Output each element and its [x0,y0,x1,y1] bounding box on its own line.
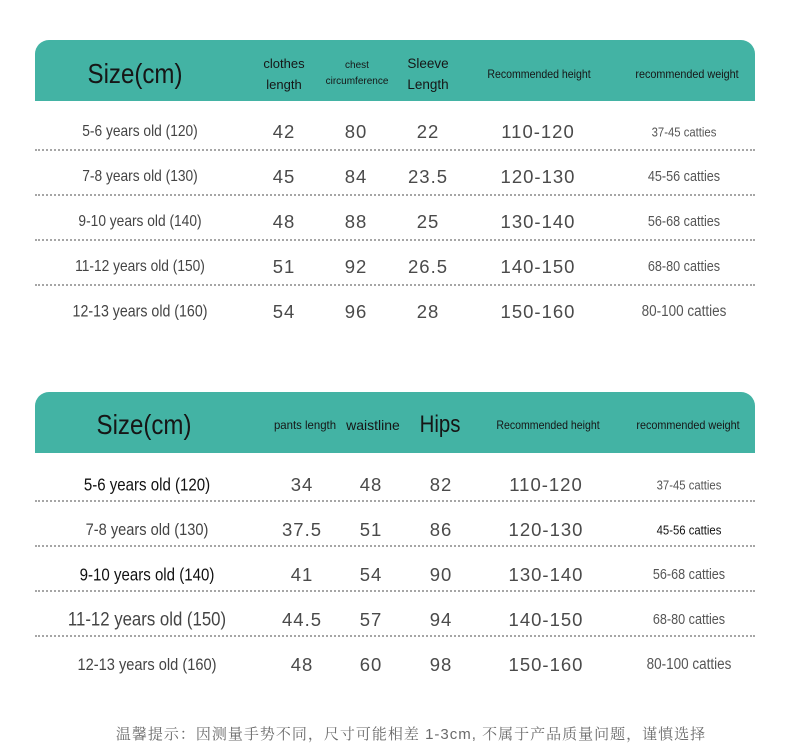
column-header-line: Recommended height [496,418,600,432]
value-cell: 140-150 [508,609,584,630]
value-cell: 150-160 [500,301,576,322]
column-header-line: waistline [346,417,400,433]
column-header [326,58,389,90]
table-row [35,592,755,637]
column-header [487,67,590,81]
table-row [35,286,755,331]
size-cell: 5-6 years old (120) [82,123,198,140]
column-header [346,417,400,433]
value-cell: 26.5 [407,256,449,277]
column-header [635,67,738,81]
column-header-line: pants length [273,418,337,432]
table-row [35,637,755,682]
value-cell: 41 [290,564,314,585]
column-header [636,418,739,432]
value-cell: 130-140 [500,211,576,232]
column-header [420,411,461,439]
value-cell: 45-56 catties [656,522,722,538]
size-note: 温馨提示：因测量手势不同，尺寸可能相差 1-3cm, 不属于产品质量问题，谨慎选择 [115,726,707,743]
value-cell: 25 [416,211,440,232]
size-cell: 9-10 years old (140) [79,564,215,585]
table-header [35,392,755,453]
table-row [35,151,755,196]
column-header-line: Length [407,77,449,92]
column-header-line: circumference [325,76,389,87]
value-cell: 56-68 catties [647,214,721,230]
value-cell: 54 [359,564,383,585]
table-body [35,106,755,331]
value-cell: 80-100 catties [641,303,727,320]
value-cell: 110-120 [509,474,583,495]
value-cell: 68-80 catties [652,612,726,628]
size-cell: 11-12 years old (150) [75,258,205,275]
column-header-line: length [266,77,302,92]
size-cell: 12-13 years old (160) [72,302,208,321]
value-cell: 44.5 [281,609,323,630]
value-cell: 42 [272,121,296,142]
value-cell: 57 [359,609,383,630]
value-cell: 82 [429,474,453,495]
table-row [35,502,755,547]
value-cell: 96 [344,301,368,322]
table-row [35,547,755,592]
value-cell: 80-100 catties [646,656,732,673]
value-cell: 22 [416,121,440,142]
value-cell: 34 [290,474,314,495]
value-cell: 51 [359,519,383,540]
value-cell: 86 [429,519,453,540]
value-cell: 60 [359,654,383,675]
value-cell: 56-68 catties [652,567,726,583]
column-header-line: recommended weight [635,67,739,81]
table-row [35,457,755,502]
column-header-line: Recommended height [487,67,591,81]
value-cell: 48 [290,654,314,675]
value-cell: 92 [344,256,368,277]
value-cell: 23.5 [407,166,449,187]
value-cell: 120-130 [500,166,576,187]
value-cell: 80 [344,121,368,142]
column-header-line: Hips [419,411,461,438]
column-header [274,418,336,432]
size-column-header: Size(cm) [96,409,192,440]
value-cell: 54 [272,301,296,322]
value-cell: 98 [429,654,453,675]
pants-size-table [35,392,755,692]
value-cell: 130-140 [508,564,584,585]
table-header [35,40,755,101]
value-cell: 90 [429,564,453,585]
size-cell: 9-10 years old (140) [78,213,202,230]
size-cell: 7-8 years old (130) [85,520,209,539]
value-cell: 37-45 catties [651,124,717,140]
size-cell: 7-8 years old (130) [82,168,198,185]
column-header-line: recommended weight [636,418,740,432]
value-cell: 28 [416,301,440,322]
value-cell: 45-56 catties [647,169,721,185]
value-cell: 48 [359,474,383,495]
value-cell: 150-160 [508,654,584,675]
value-cell: 84 [344,166,368,187]
value-cell: 51 [272,256,296,277]
table-body [35,457,755,682]
value-cell: 37.5 [281,519,323,540]
column-header [496,418,599,432]
value-cell: 48 [272,211,296,232]
value-cell: 110-120 [501,121,575,142]
table-row [35,241,755,286]
value-cell: 94 [429,609,453,630]
value-cell: 120-130 [508,519,584,540]
size-cell: 5-6 years old (120) [83,474,211,495]
value-cell: 37-45 catties [656,477,722,493]
column-header [407,53,448,95]
column-header-line: chest [345,60,369,71]
top-size-table [35,40,755,340]
table-row [35,106,755,151]
size-column-header: Size(cm) [87,58,183,89]
column-header-line: clothes [263,56,305,71]
size-cell: 11-12 years old (150) [67,608,227,631]
column-header [263,53,304,95]
value-cell: 88 [344,211,368,232]
column-header-line: Sleeve [407,56,449,71]
table-row [35,196,755,241]
value-cell: 45 [272,166,296,187]
size-cell: 12-13 years old (160) [77,655,217,674]
value-cell: 68-80 catties [647,259,721,275]
value-cell: 140-150 [500,256,576,277]
